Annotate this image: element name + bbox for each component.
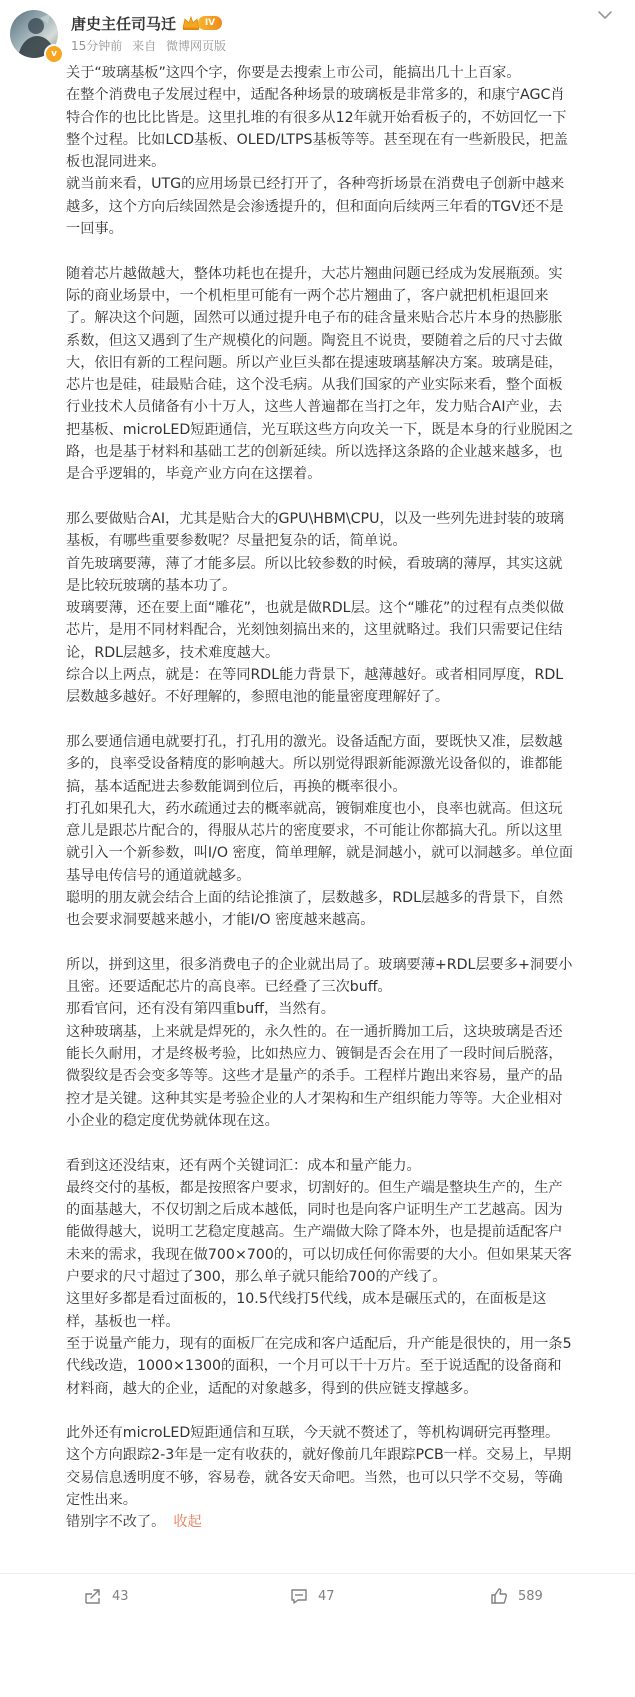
comment-button[interactable]: [290, 1586, 335, 1606]
paragraph: 聪明的朋友就会结合上面的结论推演了，层数越多，RDL层越多的背景下，自然也会要求洞要越来越小，才能I/O 密度越来越高。: [66, 889, 563, 929]
last-line-text: 错别字不改了。: [66, 1514, 166, 1531]
paragraph-spacer: [66, 486, 574, 508]
paragraph: 关于“玻璃基板”这四个字，你要是去搜索上市公司，能搞出几十上百家。: [66, 65, 521, 81]
post-time[interactable]: 15分钟前: [71, 39, 123, 53]
paragraph: 这个方向跟踪2-3年是一定有收获的，就好像前几年跟踪PCB一样。交易上，早期交易信息透明度不够，容易卷，就各安天命吧。当然，也可以只学不交易，等确定性出来。: [66, 1447, 572, 1508]
paragraph: 玻璃要薄，还在要上面“雕花”，也就是做RDL层。这个“雕花”的过程有点类似做芯片，是用不同材料配合，光刻蚀刻搞出来的，这里就略过。我们只需要记住结论，RDL层越多，技术难度越大。: [66, 600, 564, 661]
comment-count: 47: [318, 1588, 335, 1604]
chevron-down-icon[interactable]: [597, 10, 613, 20]
post-meta: [71, 37, 232, 54]
repost-button[interactable]: [84, 1586, 129, 1606]
paragraph-spacer: [66, 709, 574, 731]
paragraph: 这种玻璃基，上来就是焊死的，永久性的。在一通折腾加工后，这块玻璃是否还能长久耐用，才是终极考验，比如热应力、镀铜是否会在用了一段时间后脱落，微裂纹是否会变多等等。这些才是量产的杀手。工程样片跑出来容易，量产的品控才是关键。这种其实是考验企业的人才架构和生产组织能力等等。大企业相对小企业的稳定度优势就体现在这。: [66, 1023, 563, 1129]
paragraph: 首先玻璃要薄，薄了才能多层。所以比较参数的时候，看玻璃的薄厚，其实这就是比较玩玻璃的基本功了。: [66, 555, 563, 594]
comment-icon: [290, 1587, 308, 1605]
username[interactable]: 唐史主任司马迁: [71, 15, 177, 33]
paragraph: 那看官问，还有没有第四重buff，当然有。: [66, 1001, 335, 1018]
paragraph-spacer: [66, 1400, 574, 1422]
post-text: [66, 62, 574, 1534]
paragraph: 随着芯片越做越大，整体功耗也在提升，大芯片翘曲问题已经成为发展瓶颈。实际的商业场景中，一个机柜里可能有一两个芯片翘曲了，客户就把机柜退回来了。解决这个问题，固然可以通过提升电子布的硅含量来贴合芯片本身的热膨胀系数，但这又遇到了生产规模化的问题。陶瓷且不说贵，要随着之后的尺寸去做大，依旧有新的工程问题。所以产业巨头都在提速玻璃基解决方案。玻璃是硅，芯片也是硅，硅最贴合硅，这个没毛病。从我们国家的产业实际来看，整个面板行业技术人员储备有小十万人，这些人普遍都在当打之年，发力贴合AI产业，去把基板、microLED短距通信，光互联这些方向攻关一下，既是本身的行业脱困之路，也是基于材料和基础工艺的创新延续。所以选择这条路的企业越来越多，也是合乎逻辑的，毕竟产业方向在这摆着。: [66, 265, 574, 483]
paragraph: 就当前来看，UTG的应用场景已经打开了，各种弯折场景在消费电子创新中越来越多，这个方向后续固然是会渗透提升的，但和面向后续两三年看的TGV还不是一回事。: [66, 176, 565, 238]
paragraph: 此外还有microLED短距通信和互联，今天就不赘述了，等机构调研完再整理。: [66, 1425, 560, 1442]
verified-badge: v: [44, 44, 64, 64]
paragraph-spacer: [66, 1132, 574, 1154]
thumb-up-icon: [490, 1587, 508, 1605]
action-bar: [0, 1574, 635, 1618]
source-prefix: 来自: [132, 39, 157, 53]
collapse-link[interactable]: 收起: [173, 1514, 202, 1531]
paragraph: 打孔如果孔大，药水疏通过去的概率就高，镀铜难度也小，良率也就高。但这玩意儿是跟芯片配合的，得服从芯片的密度要求，不可能让你都搞大孔。所以这里就引入一个新参数，叫I/O 密度，简单理解，就是洞越小，就可以洞越多。单位面基导电传信号的通道就越多。: [66, 800, 574, 884]
paragraph: 看到这还没结束，还有两个关键词汇：成本和量产能力。: [66, 1157, 421, 1174]
paragraph: 至于说量产能力，现有的面板厂在完成和客户适配后，升产能是很快的，用一条5代线改造，1000×1300的面积，一个月可以干十万片。至于说适配的设备商和材料商，越大的企业，适配的对象越多，得到的供应链支撑越多。: [66, 1335, 572, 1397]
paragraph: 那么要通信通电就要打孔，打孔用的激光。设备适配方面，要既快又准，层数越多的，良率受设备精度的影响越大。所以别觉得跟新能源激光设备似的，谁都能搞，基本适配进去参数能调到位后，再换的概率很小。: [66, 733, 563, 795]
paragraph: 综合以上两点，就是：在等同RDL能力背景下，越薄越好。或者相同厚度，RDL层数越多越好。不好理解的，参照电池的能量密度理解好了。: [66, 667, 564, 706]
paragraph-spacer: [66, 932, 574, 954]
last-paragraph: [66, 1511, 574, 1533]
paragraph: 所以，拼到这里，很多消费电子的企业就出局了。玻璃要薄+RDL层要多+洞要小且密。还要适配芯片的高良率。已经叠了三次buff。: [66, 956, 573, 996]
level-badge[interactable]: IV: [198, 16, 222, 30]
like-button[interactable]: [490, 1586, 543, 1606]
like-count: 589: [518, 1588, 543, 1604]
paragraph-spacer: [66, 240, 574, 262]
paragraph: 最终交付的基板，都是按照客户要求，切割好的。但生产端是整块生产的，生产的面基越大，不仅切割之后成本越低，同时也是向客户证明生产工艺越高。因为能做得越大，说明工艺稳定度越高。生产端做大除了降本外，也是提前适配客户未来的需求，我现在做700×700的，可以切成任何你需要的大小。但如果某天客户要求的尺寸超过了300，那么单子就只能给700的产线了。: [66, 1179, 572, 1286]
paragraph: 这里好多都是看过面板的，10.5代线打5代线，成本是碾压式的，在面板是这样，基板也一样。: [66, 1291, 547, 1330]
post-source: 微博网页版: [165, 39, 226, 53]
post-header: [0, 0, 635, 62]
share-icon: [84, 1587, 102, 1605]
paragraph: 在整个消费电子发展过程中，适配各种场景的玻璃板是非常多的，和康宁AGC肖特合作的也比比皆是。这里扎堆的有很多从12年就开始看板子的，不妨回忆一下整个过程。比如LCD基板、OLED/LTPS基板等等。甚至现在有一些新股民，把盖板也混同进来。: [66, 87, 568, 171]
paragraph: 那么要做贴合AI，尤其是贴合大的GPU\HBM\CPU，以及一些列先进封装的玻璃基板，有哪些重要参数呢？尽量把复杂的话，简单说。: [66, 510, 564, 550]
repost-count: 43: [112, 1588, 129, 1604]
